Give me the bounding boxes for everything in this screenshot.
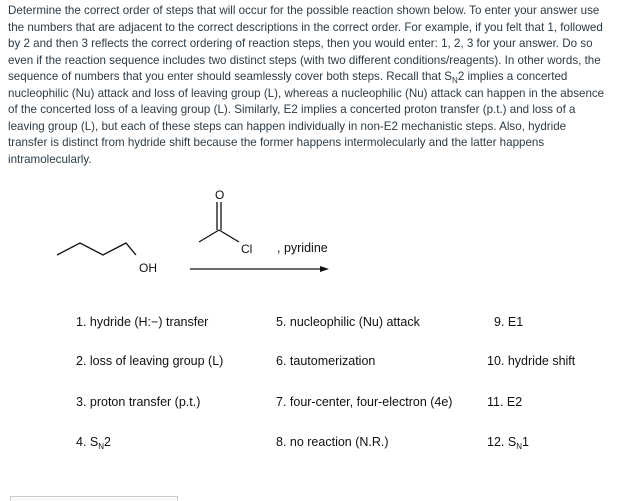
acyl-cl-bond: [219, 230, 239, 242]
reaction-drawing: [0, 185, 629, 285]
o-label: O: [215, 188, 225, 202]
option-10: 10. hydride shift: [487, 354, 576, 368]
option-4: 4. $S_N2$: [76, 435, 111, 451]
reaction-scheme: [0, 185, 629, 285]
option-6: 6. tautomerization: [276, 354, 376, 368]
cl-label: Cl: [241, 242, 253, 256]
option-2: 2. loss of leaving group (L): [76, 354, 224, 368]
acetyl-methyl-bond: [199, 230, 219, 242]
question-text: [8, 3, 606, 168]
reaction-arrow-head: [320, 266, 329, 272]
answer-input-box[interactable]: [10, 496, 178, 501]
option-1: 1. hydride (H:−) transfer: [76, 315, 209, 329]
option-8: 8. no reaction (N.R.): [276, 435, 389, 449]
option-11: 11. E2: [487, 395, 523, 409]
oh-label: OH: [139, 261, 157, 275]
option-5: 5. nucleophilic (Nu) attack: [276, 315, 420, 329]
reaction-conditions: , pyridine: [277, 241, 328, 255]
option-3: 3. proton transfer (p.t.): [76, 395, 201, 409]
option-12: 12. $S_N1$: [487, 435, 529, 451]
option-9: 9. E1: [494, 315, 524, 329]
question-paragraph: Determine the correct order of steps that will occur for the possible reaction shown below. To enter your answer use the numbers that are adjacent to the correct descriptions in the correct order. For example, if you felt that 1, followed by 2 and then 3 reflects the correct ordering of reaction steps, then you would enter: 1, 2, 3 for your answer. Do so even if the reaction sequence includes two distinct steps (with two different conditions/reagents). In other words, the sequence of numbers that you enter should seamlessly cover both steps. Recall that $S_N2$ implies a concerted nucleophilic (Nu) attack and loss of leaving group (L), whereas a nucleophilic (Nu) attack can happen in the absence of the concerted loss of a leaving group (L). Similarly, E2 implies a concerted proton transfer (p.t.) and loss of a leaving group (L), but each of these steps can happen individually in non-E2 mechanistic steps. Also, hydride transfer is distinct from hydride shift because the former happens intermolecularly and the latter happens intramolecularly.: [8, 4, 605, 166]
propanol-skeleton: [57, 243, 136, 255]
option-7: 7. four-center, four-electron (4e): [276, 395, 453, 409]
